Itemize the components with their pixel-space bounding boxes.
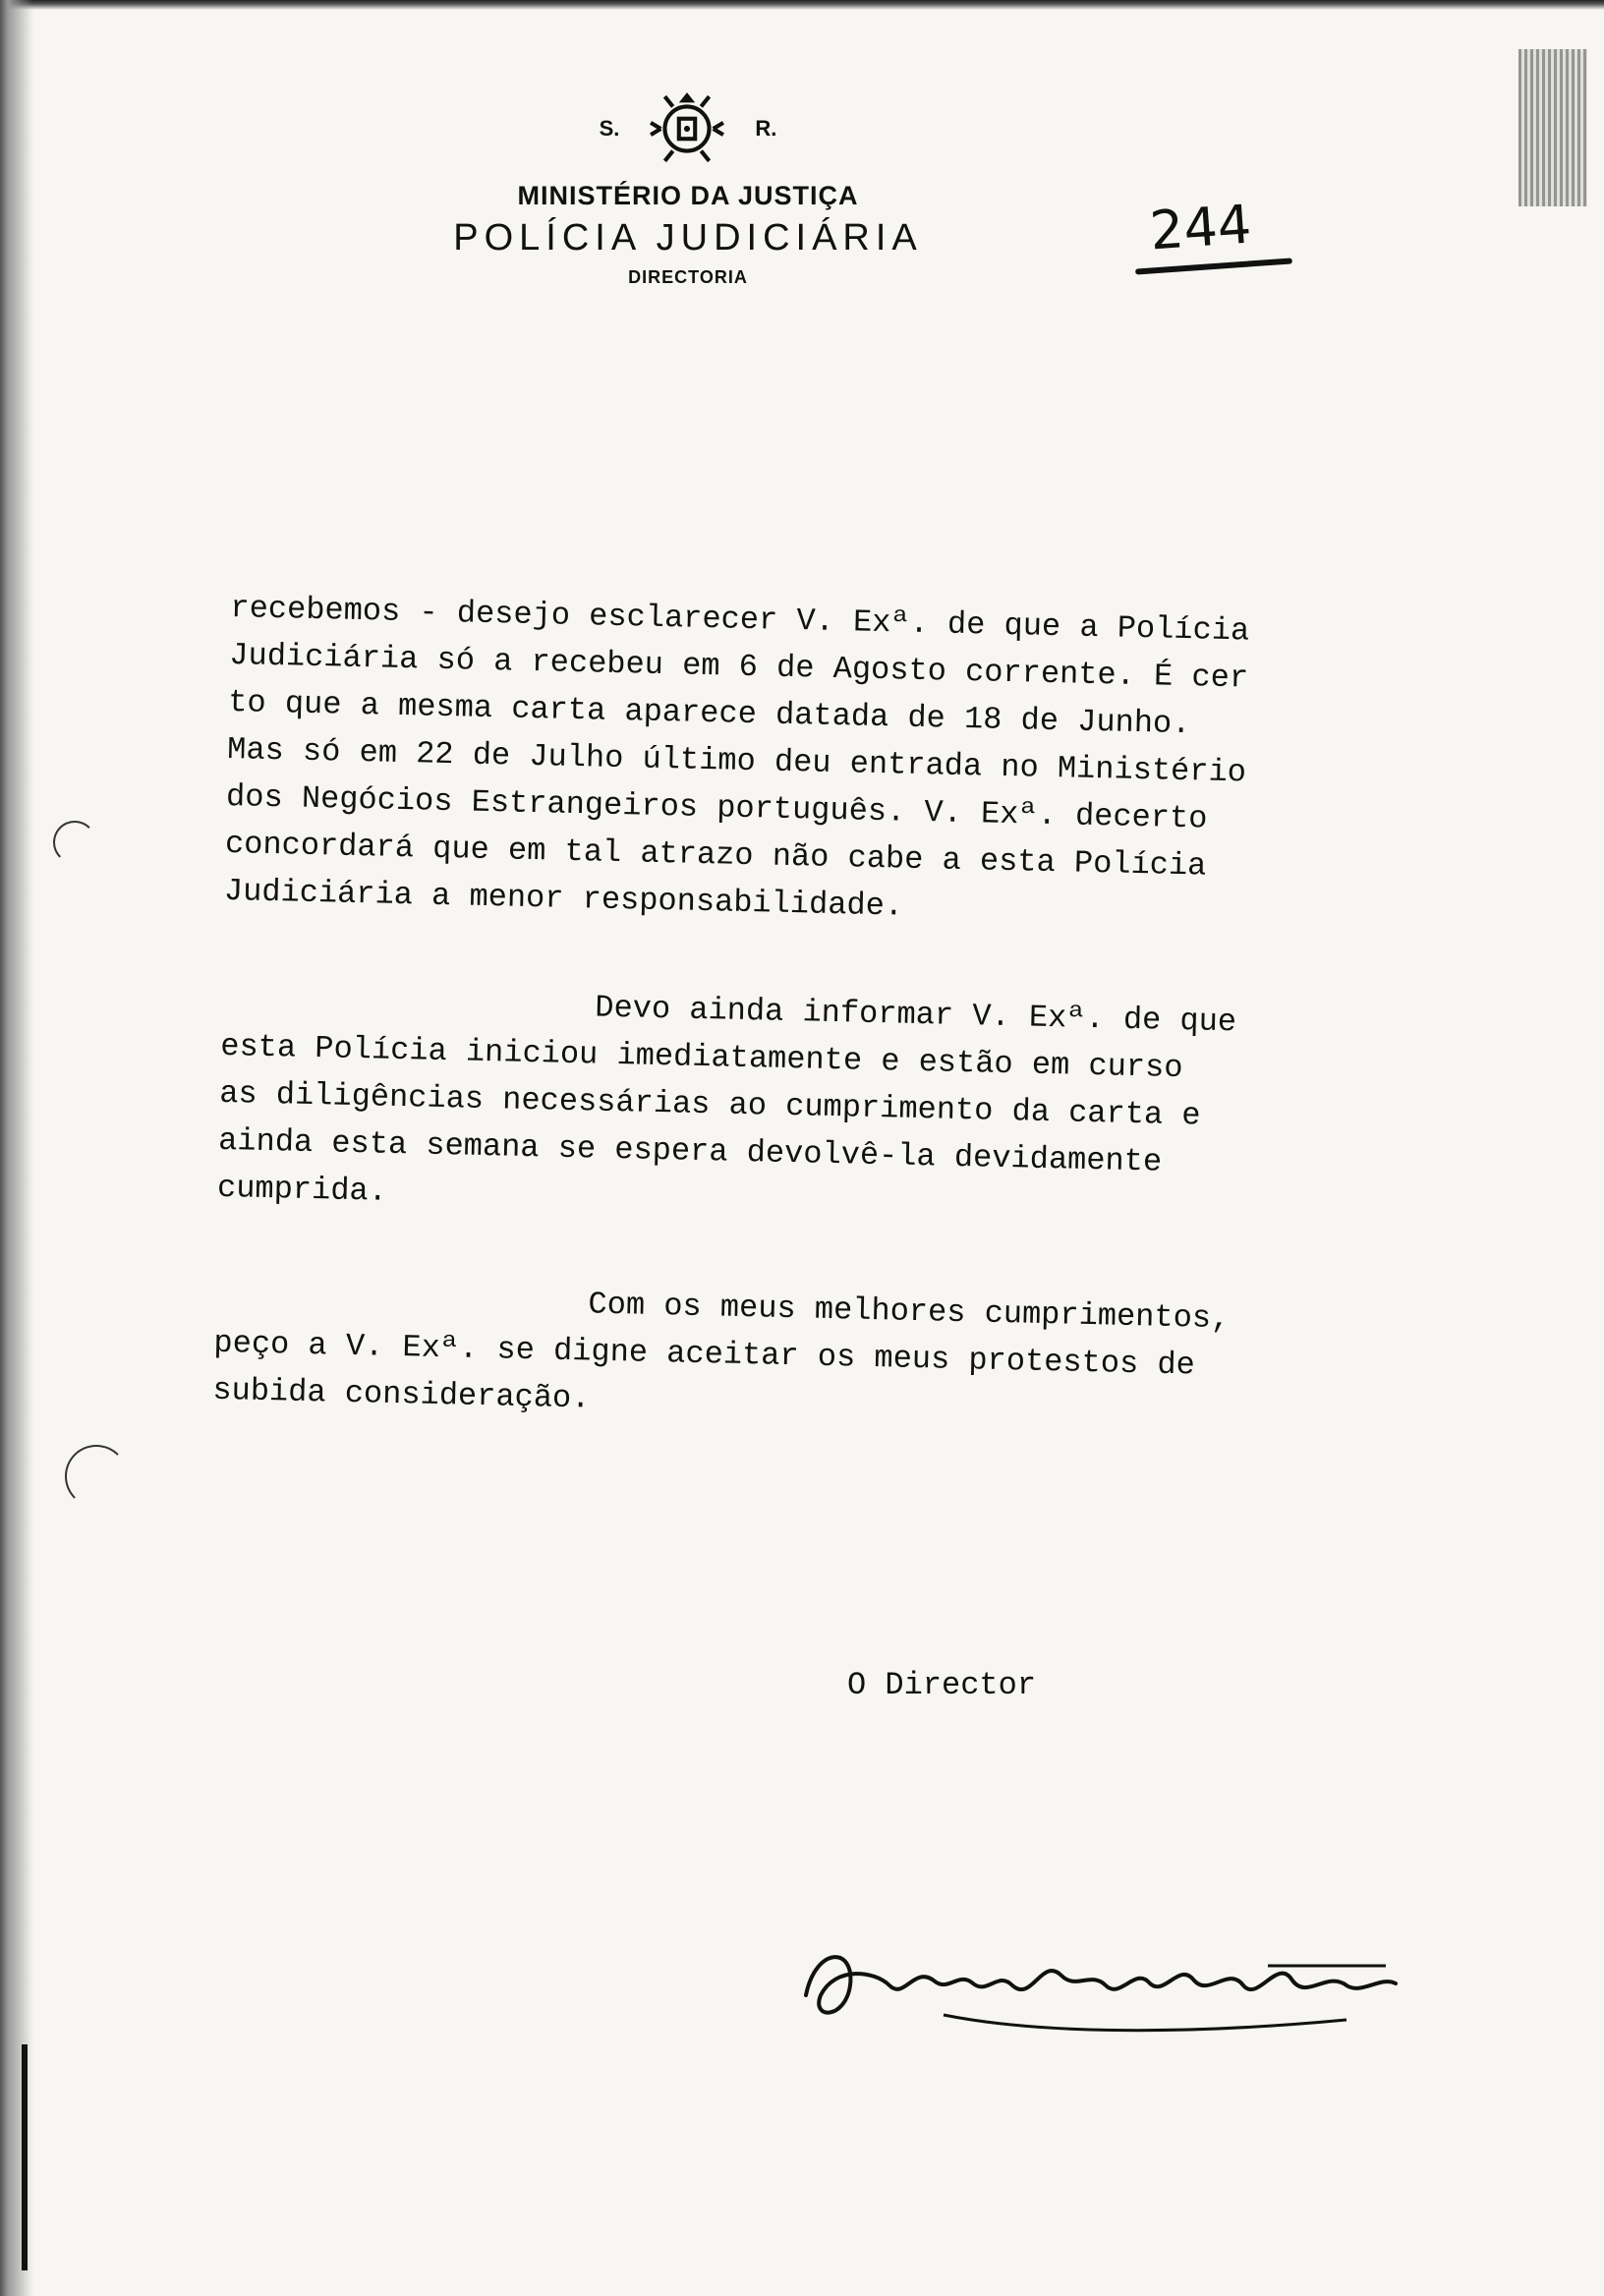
- department-name: POLÍCIA JUDICIÁRIA: [453, 217, 923, 258]
- punch-hole-mark: [65, 1445, 128, 1508]
- text-line: to que a mesma carta aparece datada de 18 de Junho.: [227, 683, 1191, 743]
- text-line: Devo ainda informar V. Exª. de que: [594, 989, 1237, 1041]
- letterhead-sr-row: [373, 88, 1002, 169]
- punch-hole-mark: [53, 821, 96, 864]
- letterhead-s: S.: [599, 116, 620, 141]
- text-line: recebemos - desejo esclarecer V. Exª. de que a Polícia: [230, 589, 1250, 650]
- closing-title: O Director: [847, 1667, 1037, 1703]
- text-line: Judiciária só a recebeu em 6 de Agosto corrente. É cer: [228, 636, 1249, 697]
- coat-of-arms-icon: [647, 88, 727, 169]
- division-name: DIRECTORIA: [628, 267, 748, 287]
- text-line: dos Negócios Estrangeiros português. V. Exª. decerto: [225, 777, 1208, 837]
- text-line: concordará que em tal atrazo não cabe a esta Polícia: [224, 825, 1207, 885]
- text-line: Com os meus melhores cumprimentos,: [588, 1286, 1231, 1338]
- scan-top-edge: [0, 0, 1604, 10]
- text-line: Judiciária a menor responsabilidade.: [223, 872, 904, 925]
- text-line: esta Polícia iniciou imediatamente e estão em curso: [219, 1027, 1183, 1087]
- binding-mark: [22, 2044, 28, 2270]
- signature-icon: [796, 1926, 1405, 2064]
- paragraph-3: [212, 1273, 1375, 1441]
- scan-left-edge: [0, 0, 33, 2296]
- paragraph-1: [223, 585, 1390, 942]
- text-line: cumprida.: [216, 1169, 388, 1210]
- text-line: peço a V. Exª. se digne aceitar os meus protestos de: [213, 1324, 1196, 1384]
- ministry-name: MINISTÉRIO DA JUSTIÇA: [517, 181, 859, 210]
- archive-stamp: [1518, 49, 1587, 206]
- handwritten-page-number: 244: [1147, 193, 1254, 262]
- text-line: ainda esta semana se espera devolvê-la devidamente: [217, 1121, 1163, 1180]
- text-line: Mas só em 22 de Julho último deu entrada no Ministério: [226, 730, 1247, 791]
- letter-body: [210, 585, 1390, 1502]
- text-line: subida consideração.: [211, 1371, 591, 1417]
- letterhead: [373, 88, 1002, 288]
- paragraph-2: [217, 976, 1382, 1238]
- letterhead-r: R.: [755, 116, 777, 141]
- text-line: as diligências necessárias ao cumprimento da carta e: [218, 1074, 1201, 1134]
